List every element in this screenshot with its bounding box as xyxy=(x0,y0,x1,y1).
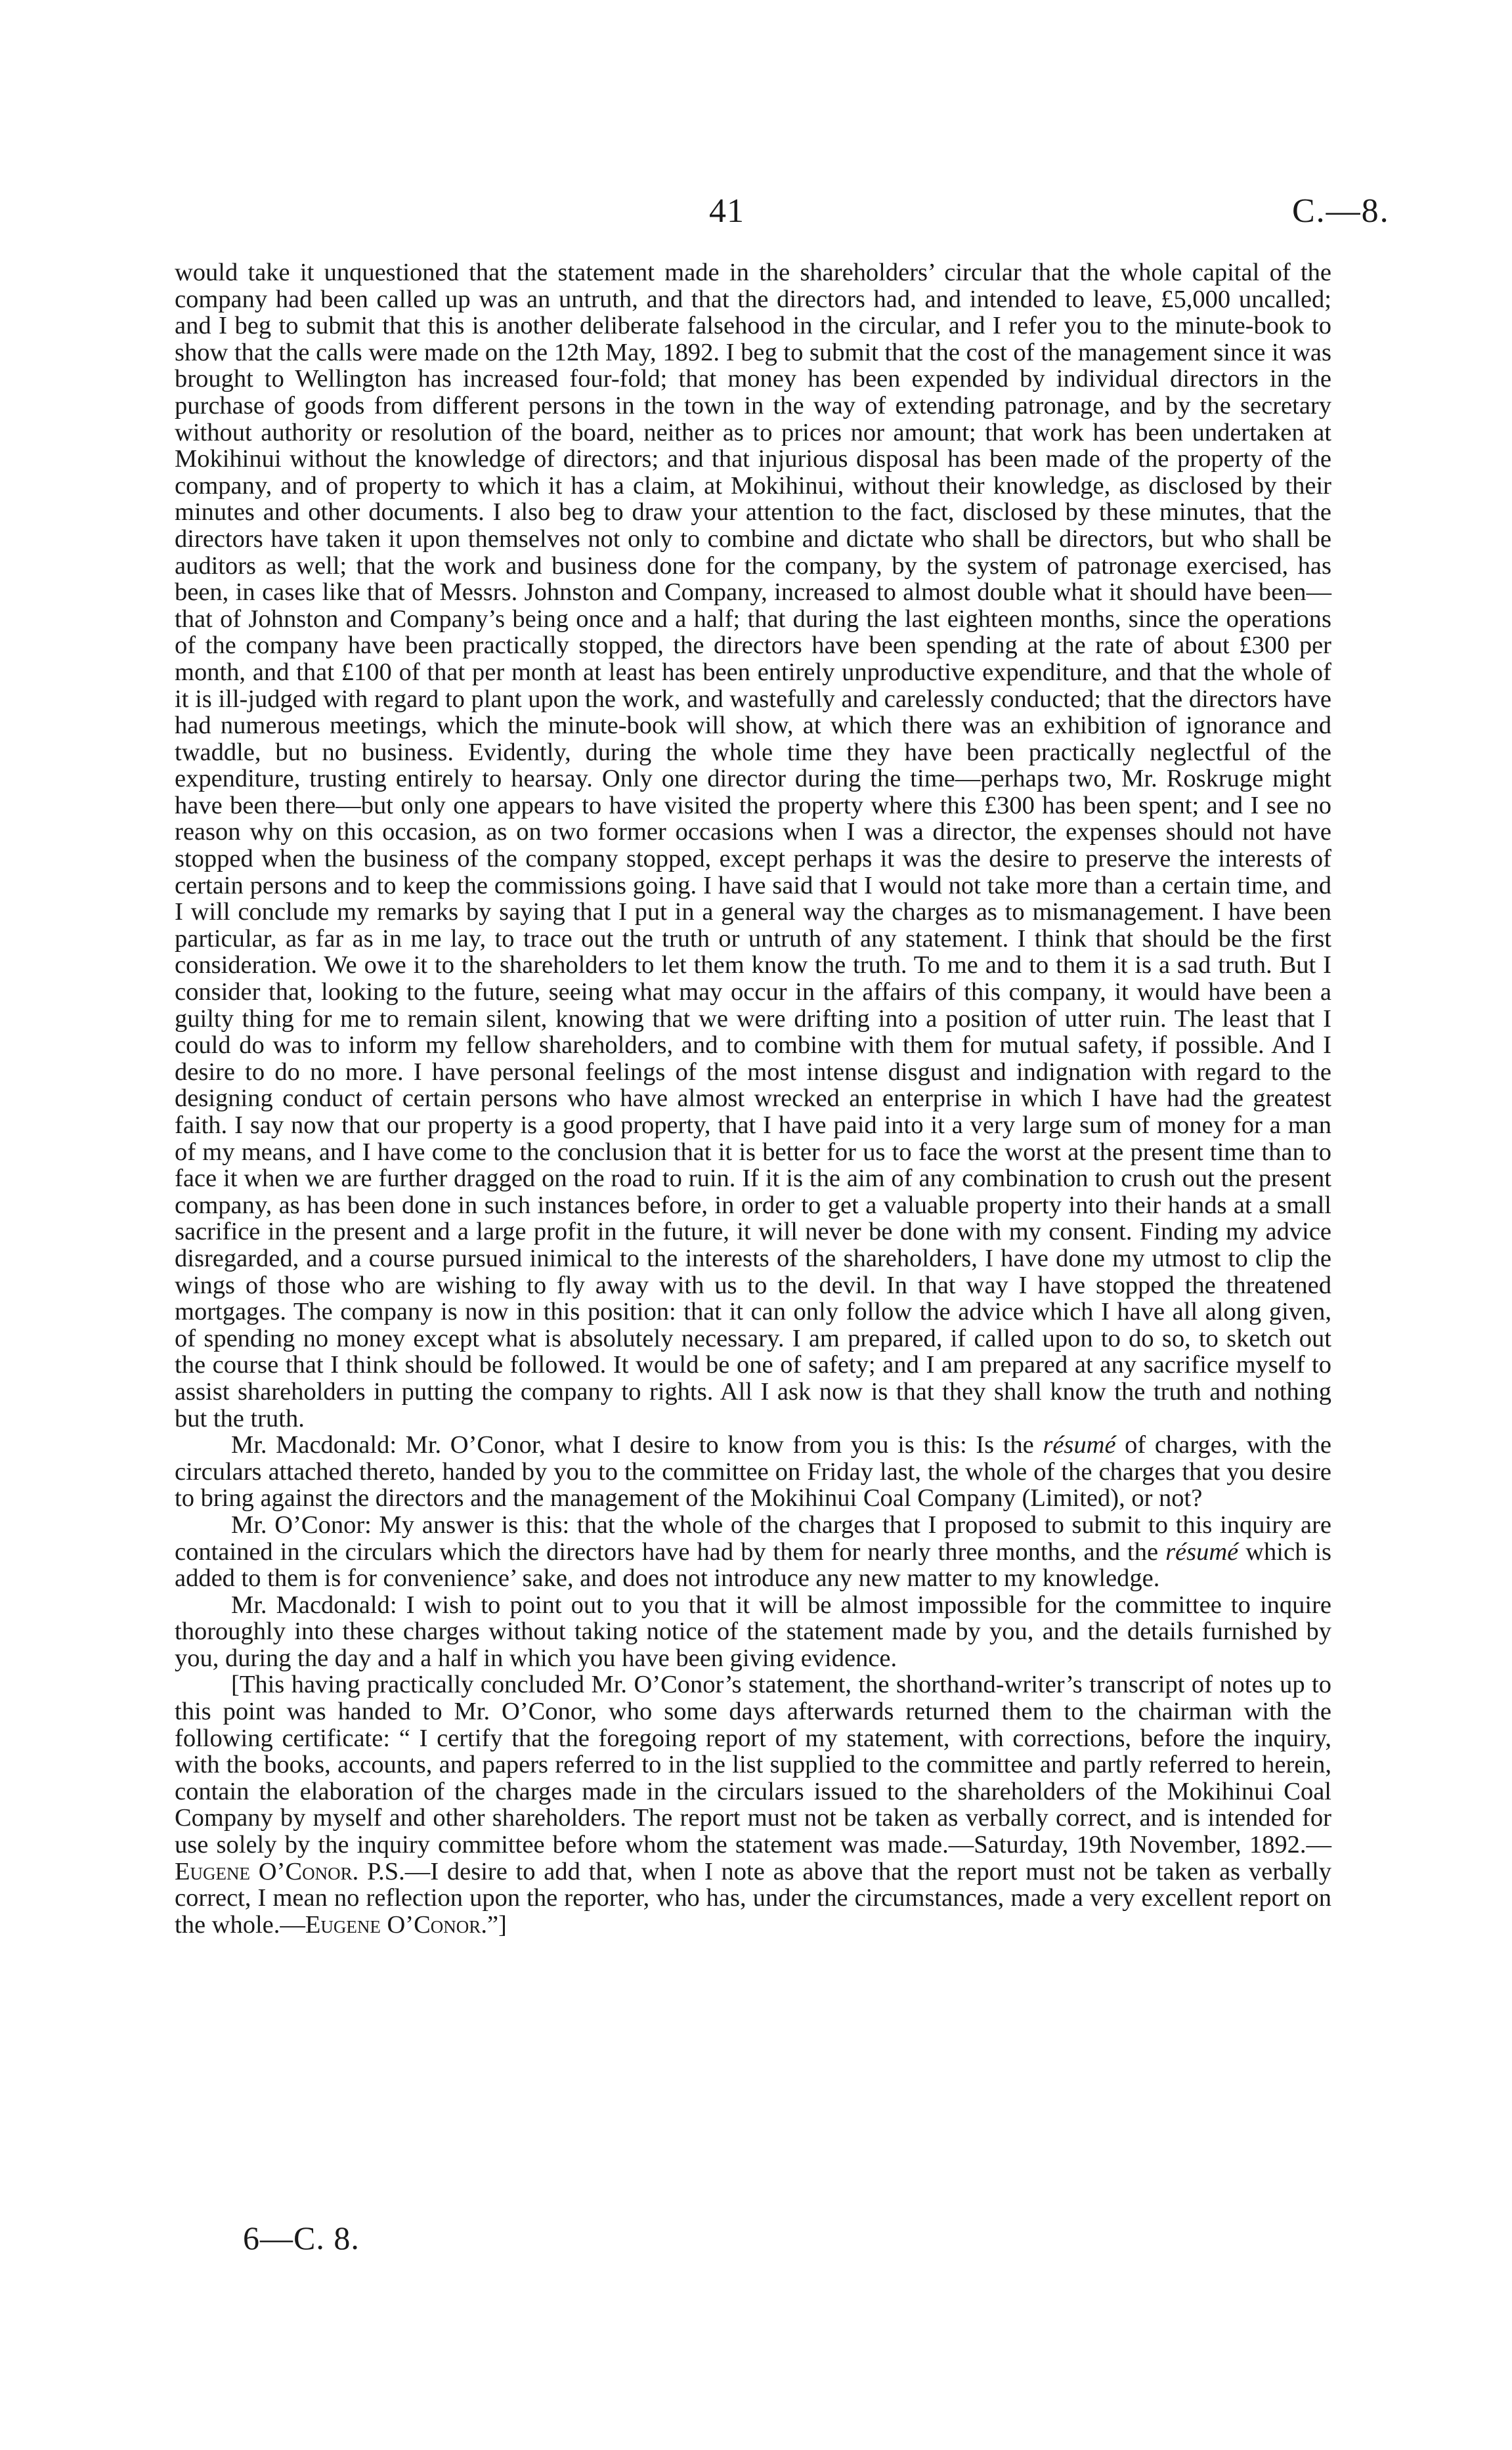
paragraph-text: . P.S.—I desire to add that, when I note as above that the report must not be taken as verbally correct, I mean no reflection upon the reporter, who has, under the circumstances, made a very excellent report on the whole.— xyxy=(175,1857,1331,1939)
page-number: 41 xyxy=(709,192,745,230)
paragraph-oconor-answer xyxy=(175,1512,1331,1592)
sheet-signature: 6—C. 8. xyxy=(243,2220,360,2256)
body-text xyxy=(175,259,1331,1938)
paragraph-statement: would take it unquestioned that the statement made in the shareholders’ circular that the whole capital of the company had been called up was an untruth, and that the directors had, and intended to leave, £5,000 uncalled; and I beg to submit that this is another deliberate falsehood in the circular, and I refer you to the minute-book to show that the calls were made on the 12th May, 1892. I beg to submit that the cost of the management since it was brought to Wellington has increased four-fold; that money has been expended by individual directors in the purchase of goods from different persons in the town in the way of extending patronage, and by the secretary without authority or resolution of the board, neither as to prices nor amount; that work has been undertaken at Mokihinui without the knowledge of directors; and that injurious disposal has been made of the property of the company, and of property to which it has a claim, at Mokihinui, without their knowledge, as disclosed by their minutes and other documents. I also beg to draw your attention to the fact, disclosed by these minutes, that the directors have taken it upon themselves not only to combine and dictate who shall be directors, but who shall be auditors as well; that the work and business done for the company, by the system of patronage exercised, has been, in cases like that of Messrs. Johnston and Company, increased to almost double what it should have been—that of Johnston and Company’s being once and a half; that during the last eighteen months, since the operations of the company have been practically stopped, the directors have been spending at the rate of about £300 per month, and that £100 of that per month at least has been entirely unproductive expenditure, and that the whole of it is ill-judged with regard to plant upon the work, and wastefully and carelessly conducted; that the directors have had numerous meetings, which the minute-book will show, at which there was an exhibition of ignorance and twaddle, but no business. Evidently, during the whole time they have been practically neglectful of the expenditure, trusting entirely to hearsay. Only one director during the time—perhaps two, Mr. Roskruge might have been there—but only one appears to have visited the property where this £300 has been spent; and I see no reason why on this occasion, as on two former occasions when I was a director, the expenses should not have stopped when the business of the company stopped, except perhaps it was the desire to preserve the interests of certain persons and to keep the commissions going. I have said that I would not take more than a certain time, and I will conclude my remarks by saying that I put in a general way the charges as to mismanagement. I have been particular, as far as in me lay, to trace out the truth or untruth of any statement. I think that should be the first consideration. We owe it to the shareholders to let them know the truth. To me and to them it is a sad truth. But I consider that, looking to the future, seeing what may occur in the affairs of this company, it would have been a guilty thing for me to remain silent, knowing that we were drifting into a position of utter ruin. The least that I could do was to inform my fellow shareholders, and to combine with them for mutual safety, if possible. And I desire to do no more. I have personal feelings of the most intense disgust and indignation with regard to the designing conduct of certain persons who have almost wrecked an enterprise in which I have had the greatest faith. I say now that our property is a good property, that I have paid into it a very large sum of money for a man of my means, and I have come to the conclusion that it is better for us to face the worst at the present time than to face it when we are further dragged on the road to ruin. If it is the aim of any combination to crush out the present company, as has been done in such instances before, in order to get a valuable property into their hands at a small sacrifice in the present and a large profit in the future, it will never be done with my consent. Finding my advice disregarded, and a course pursued inimical to the interests of the shareholders, I have done my utmost to clip the wings of those who are wishing to fly away with us to the devil. In that way I have stopped the threatened mortgages. The company is now in this position: that it can only follow the advice which I have all along given, of spending no money except what is absolutely necessary. I am prepared, if called upon to do so, to sketch out the course that I think should be followed. It would be one of safety; and I am prepared at any sacrifice myself to assist shareholders in putting the company to rights. All I ask now is that they shall know the truth and nothing but the truth. xyxy=(175,259,1331,1432)
paragraph-text: Mr. O’Conor: My answer is this: that the whole of the charges that I proposed to submit to this inquiry are contained in the circulars which the directors have had by them for nearly three months, and the xyxy=(175,1511,1331,1566)
paragraph-text: .”] xyxy=(481,1910,507,1939)
paragraph-certificate-note xyxy=(175,1671,1331,1938)
paragraph-text: Mr. Macdonald: Mr. O’Conor, what I desire to know from you is this: Is the xyxy=(231,1431,1043,1459)
signature-name: Eugene O’Conor xyxy=(305,1910,481,1939)
paragraph-text: of charges, with the circulars attached thereto, handed by you to the committee on Friday last, the whole of the charges that you desire to bring against the directors and the management of the Mokihinui Coal Company (Limited), or not? xyxy=(175,1431,1331,1513)
paragraph-macdonald-question xyxy=(175,1432,1331,1512)
paragraph-text: [This having practically concluded Mr. O’Conor’s statement, the shorthand-writer’s transcript of notes up to this point was handed to Mr. O’Conor, who some days afterwards returned them to the chairman with the following certificate: “ I certify that the foregoing report of my statement, with corrections, before the inquiry, with the books, accounts, and papers referred to in the list supplied to the committee and partly referred to herein, contain the elaboration of the charges made in the circulars issued to the shareholders of the Mokihinui Coal Company by myself and other shareholders. The report must not be taken as verbally correct, and is intended for use solely by the inquiry committee before whom the statement was made.—Saturday, 19th November, 1892.— xyxy=(175,1671,1331,1859)
italic-term: résumé xyxy=(1165,1537,1239,1566)
document-reference: C.—8. xyxy=(1292,192,1390,230)
paragraph-macdonald-remark: Mr. Macdonald: I wish to point out to you that it will be almost impossible for the committee to inquire thoroughly into these charges without taking notice of the statement made by you, and the details furnished by you, during the day and a half in which you have been giving evidence. xyxy=(175,1591,1331,1672)
paragraph-text: which is added to them is for convenience’ sake, and does not introduce any new matter to my knowledge. xyxy=(175,1537,1331,1593)
signature-name: Eugene O’Conor xyxy=(175,1857,353,1885)
italic-term: résumé xyxy=(1043,1431,1116,1459)
